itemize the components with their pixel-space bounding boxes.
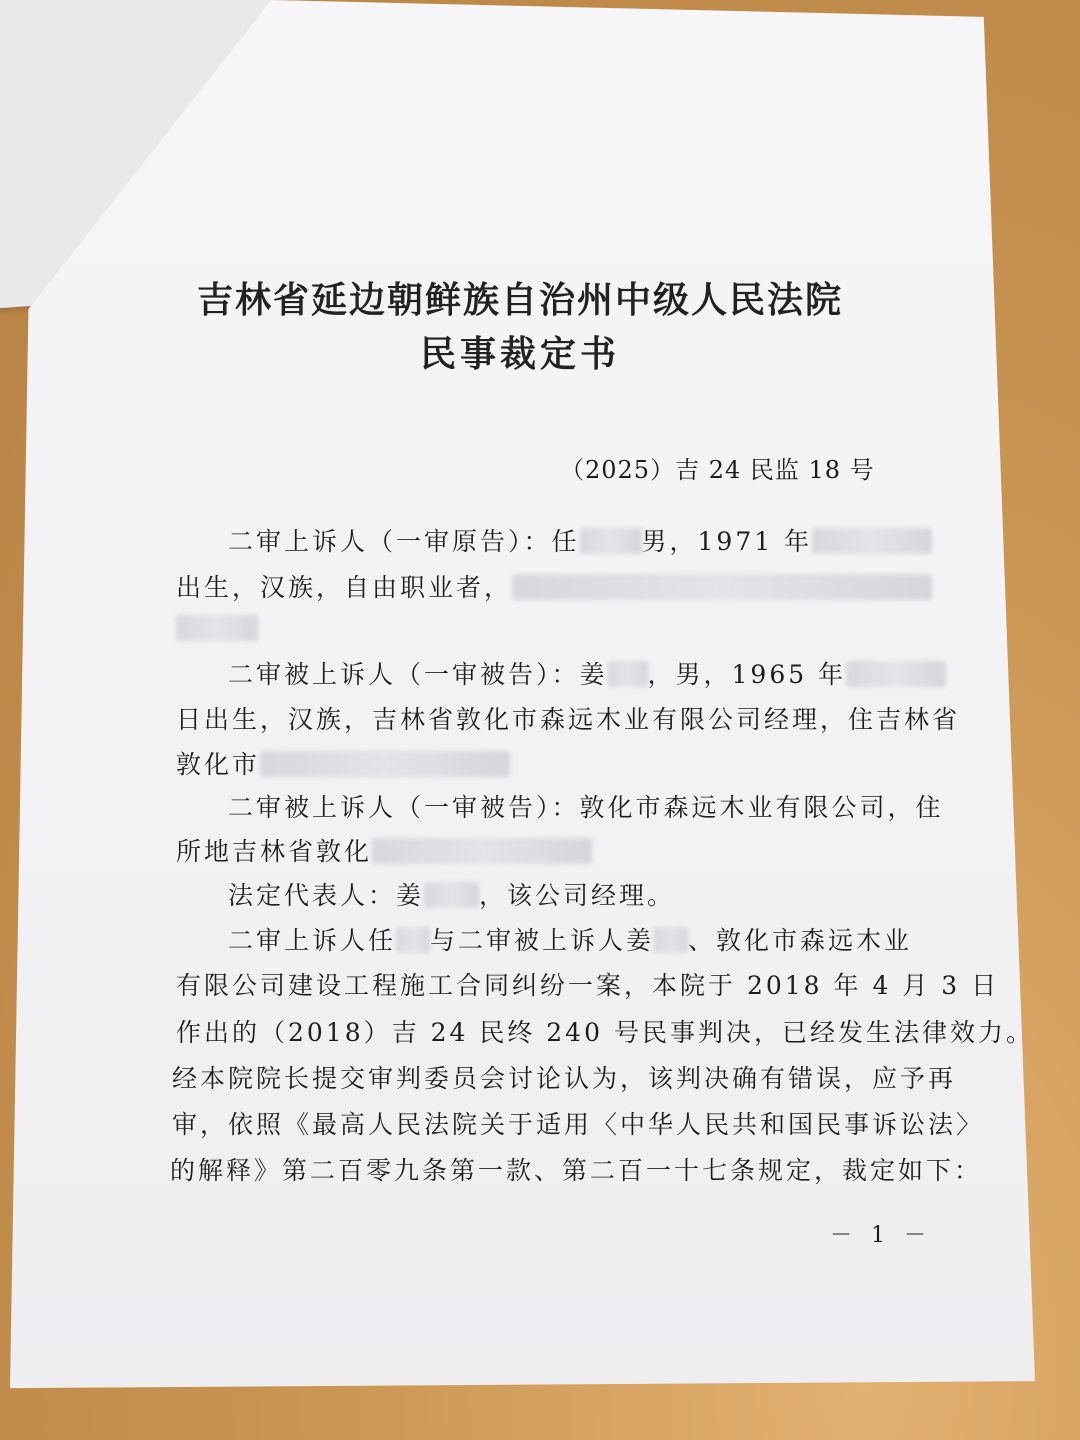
text-line-case-5 — [172, 1105, 984, 1141]
redacted-name — [608, 661, 648, 687]
text-line-company-2 — [176, 832, 592, 868]
case-text: 经本院院长提交审判委员会讨论认为，该判决确有错误，应予再 — [172, 1064, 957, 1093]
text-line-appellee-1 — [228, 655, 946, 691]
redacted-address — [372, 838, 592, 864]
text-line-appellant-2 — [176, 568, 932, 604]
company-appellee: 二审被上诉人（一审被告）：敦化市森远木业有限公司，住 — [228, 793, 944, 822]
case-text-b: 与二审被上诉人姜 — [430, 926, 655, 955]
text-line-appellee-2 — [176, 700, 960, 736]
text-line-case-6 — [170, 1151, 982, 1187]
redacted-date — [846, 661, 946, 687]
case-text: 作出的（2018）吉 24 民终 240 号民事判决，已经发生法律效力。 — [176, 1018, 1034, 1047]
appellant-occupation: 出生，汉族，自由职业者， — [176, 573, 513, 602]
text-line-company-1 — [228, 788, 944, 824]
page-number: － 1 － — [830, 1223, 932, 1248]
redacted-address-tail — [176, 615, 258, 641]
text-line-appellee-3 — [176, 745, 510, 781]
appellee-info: ，男，1965 年 — [647, 660, 847, 689]
case-text: 的解释》第二百零九条第一款、第二百一十七条规定，裁定如下： — [170, 1156, 983, 1185]
document-type-title: 民事裁定书 — [419, 333, 620, 375]
appellee-label: 二审被上诉人（一审被告）：姜 — [228, 660, 608, 689]
text-line-case-3 — [176, 1013, 1034, 1049]
redacted-name — [580, 528, 642, 554]
text-line-case-4 — [172, 1059, 956, 1095]
text-line-case-1 — [228, 921, 912, 957]
case-text: 有限公司建设工程施工合同纠纷一案，本院于 2018 年 4 月 3 日 — [176, 971, 1000, 1000]
case-text-a: 二审上诉人任 — [228, 926, 397, 955]
text-line-legal-rep — [228, 876, 675, 912]
appellant-info: 男，1971 年 — [641, 527, 813, 556]
company-address-label: 所地吉林省敦化 — [176, 837, 373, 866]
case-text-c: 、敦化市森远木业 — [688, 926, 913, 955]
legal-rep-label: 法定代表人：姜 — [228, 881, 425, 910]
court-name-title: 吉林省延边朝鲜族自治州中级人民法院 — [196, 279, 843, 321]
appellant-label: 二审上诉人（一审原告）：任 — [228, 527, 580, 556]
text-line-appellant-3 — [176, 614, 258, 643]
redacted-name — [424, 882, 479, 908]
redacted-address — [512, 574, 932, 600]
redacted-address — [260, 751, 510, 777]
redacted-date — [812, 528, 932, 554]
text-line-appellant — [228, 522, 932, 558]
legal-rep-title: ，该公司经理。 — [479, 881, 676, 910]
case-number: （2025）吉 24 民监 18 号 — [560, 456, 875, 484]
text-line-case-2 — [176, 966, 999, 1002]
appellee-address-label: 敦化市 — [176, 750, 261, 779]
redacted-name — [396, 927, 430, 953]
appellee-details: 日出生，汉族，吉林省敦化市森远木业有限公司经理，住吉林省 — [176, 705, 961, 734]
case-text: 审，依照《最高人民法院关于适用〈中华人民共和国民事诉讼法〉 — [172, 1110, 985, 1139]
redacted-name — [654, 927, 688, 953]
